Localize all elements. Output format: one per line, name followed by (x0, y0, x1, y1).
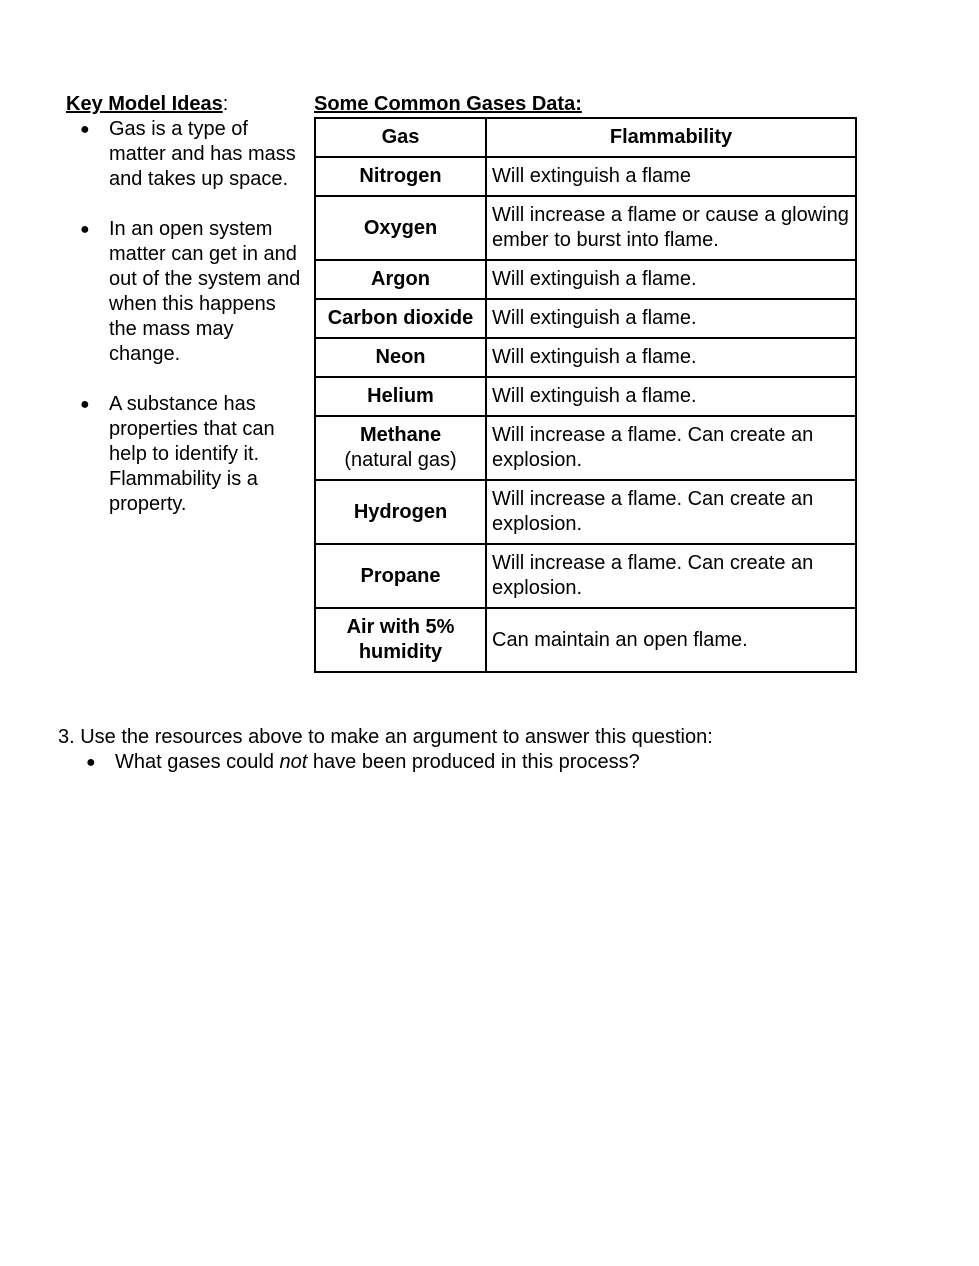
key-model-ideas (66, 92, 306, 542)
list-item (66, 392, 306, 517)
bullet-icon: ● (80, 396, 90, 413)
gas-cell (315, 544, 486, 608)
list-item (66, 217, 306, 367)
gas-cell (315, 608, 486, 672)
table-row (315, 338, 856, 377)
gas-cell (315, 377, 486, 416)
gas-name: Neon (375, 346, 426, 368)
table-row (315, 544, 856, 608)
gas-cell (315, 416, 486, 480)
gases-table-title: Some Common Gases Data: (314, 93, 582, 115)
gas-subtitle: (natural gas) (344, 449, 457, 471)
gas-name: Nitrogen (359, 165, 442, 187)
flammability-cell: Will increase a flame. Can create an explosion. (486, 480, 856, 544)
gas-name: Carbon dioxide (327, 307, 474, 329)
flammability-cell: Will extinguish a flame (486, 157, 856, 196)
table-row (315, 608, 856, 672)
table-header-row (315, 118, 856, 157)
key-model-list (66, 117, 306, 517)
gas-name: Propane (360, 564, 441, 587)
gas-name: Argon (371, 268, 430, 290)
list-item (66, 117, 306, 192)
key-model-bullet-text: Gas is a type of matter and has mass and takes up space. (109, 118, 296, 190)
bullet-icon: ● (86, 754, 96, 771)
question-sub-item (58, 750, 938, 775)
gas-cell (315, 480, 486, 544)
key-model-heading-line (66, 92, 306, 117)
table-row (315, 416, 856, 480)
table-row (315, 299, 856, 338)
flammability-cell: Will extinguish a flame. (486, 299, 856, 338)
flammability-cell: Will increase a flame. Can create an explosion. (486, 416, 856, 480)
question-sub-before: What gases could (115, 751, 280, 773)
gas-cell (315, 157, 486, 196)
question-3 (58, 725, 938, 775)
key-model-bullet-text: A substance has properties that can help to identify it. Flammability is a property. (109, 393, 275, 515)
gas-cell (315, 260, 486, 299)
column-header-flammability: Flammability (486, 118, 856, 157)
column-header-gas: Gas (315, 118, 486, 157)
flammability-cell: Will extinguish a flame. (486, 338, 856, 377)
bullet-icon: ● (80, 221, 90, 238)
gas-cell (315, 299, 486, 338)
question-sub-emphasis: not (279, 751, 308, 773)
table-row (315, 260, 856, 299)
gas-name: Air with 5% humidity (346, 616, 455, 663)
key-model-heading: Key Model Ideas (66, 93, 223, 115)
gas-name: Hydrogen (353, 500, 448, 523)
table-row (315, 377, 856, 416)
key-model-heading-colon: : (222, 93, 229, 115)
flammability-cell: Will extinguish a flame. (486, 260, 856, 299)
gas-name: Oxygen (363, 216, 438, 239)
gas-name: Helium (367, 385, 434, 407)
flammability-cell: Will increase a flame. Can create an explosion. (486, 544, 856, 608)
table-row (315, 157, 856, 196)
gas-cell (315, 338, 486, 377)
flammability-cell: Will extinguish a flame. (486, 377, 856, 416)
question-prompt: 3. Use the resources above to make an argument to answer this question: (58, 726, 713, 748)
gas-name: Methane (359, 424, 442, 446)
question-sub-after: have been produced in this process? (307, 751, 640, 773)
table-row (315, 196, 856, 260)
flammability-cell: Can maintain an open flame. (486, 608, 856, 672)
key-model-bullet-text: In an open system matter can get in and out of the system and when this happens the mass may change. (109, 218, 301, 365)
bullet-icon: ● (80, 121, 90, 138)
gases-table (314, 117, 857, 673)
table-row (315, 480, 856, 544)
flammability-cell: Will increase a flame or cause a glowing ember to burst into flame. (486, 196, 856, 260)
gas-cell (315, 196, 486, 260)
gases-data-section (314, 92, 855, 673)
